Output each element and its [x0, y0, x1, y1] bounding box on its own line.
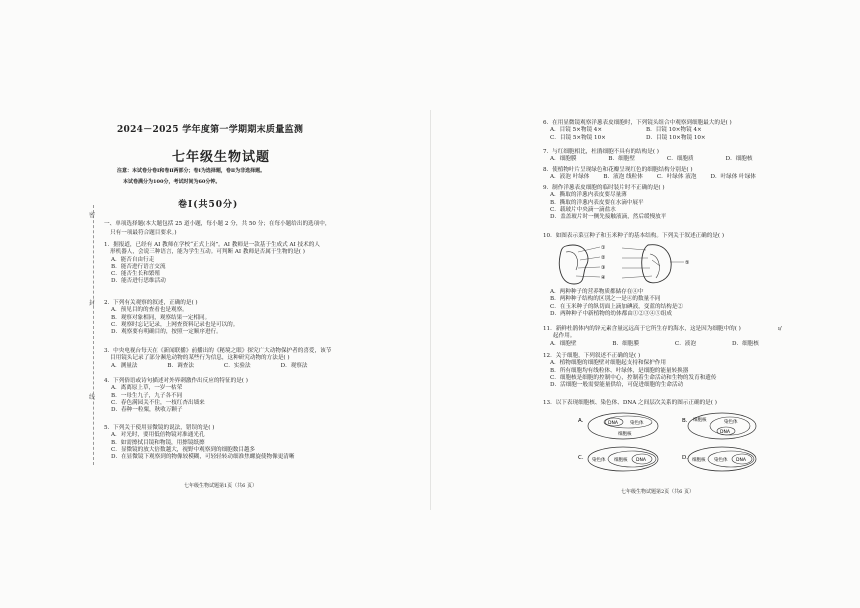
option-c: C．叶绿体 液泡: [656, 174, 697, 181]
option-b: B．能否进行语言交流: [111, 263, 166, 270]
q13-c-nucleus: 细胞核: [614, 458, 628, 463]
note-line-2: 本试卷满分为100分，考试时间为60分钟。: [123, 179, 221, 185]
side-mark: ı/: [778, 326, 782, 332]
leader-line: [580, 257, 600, 260]
q13-b-chromosome: 染色体: [724, 420, 738, 425]
question-8: [543, 167, 756, 182]
leader-line: [576, 276, 600, 277]
options-row: [543, 156, 752, 163]
option-d: D．观察法: [280, 362, 308, 369]
note-line-1: 注意：本试卷分卷Ⅰ和卷Ⅱ两部分；卷Ⅰ为选择题，卷Ⅱ为非选择题。: [117, 168, 266, 174]
leader-line: [622, 276, 652, 278]
q13-a-chromosome: 染色体: [630, 421, 644, 426]
section-instruction-2: 只有一项最符合题目要求。): [110, 230, 177, 236]
option-b: B．液泡 线粒体: [603, 174, 643, 181]
option-b: B．两种种子结构的区别之一是④的数量不同: [550, 296, 661, 303]
question-7: [543, 149, 752, 164]
leader-line: [578, 247, 600, 252]
option-c: C．目镜 5×物镜 10×: [550, 134, 606, 141]
option-a: A．植物细胞的细胞壁对细胞起支持和保护作用: [550, 360, 666, 367]
question-stem: 5．下列关于使用显微镜的说法，错误的是( ): [104, 425, 215, 431]
option-d: D．观察要有明确目的，按照一定顺序进行。: [111, 329, 222, 336]
option-c: C．液泡: [674, 340, 696, 347]
page-footer-left: 七年级生物试题第1页（共6 页）: [184, 483, 257, 489]
option-a: A．对光时，要用低倍物镜对准通光孔: [111, 432, 205, 439]
option-d: D．目镜 10×物镜 10×: [646, 134, 706, 141]
option-a: A．能否自由行走: [111, 256, 155, 263]
q13-b-dna: DNA: [720, 430, 730, 435]
option-d: D．活细胞一般需要能量供给，可促进细胞的生命活动: [550, 382, 684, 389]
question-2: [104, 300, 238, 336]
seed-structure-figure: [556, 242, 706, 286]
option-a: A．预见目的的查看也是观察。: [111, 307, 188, 314]
margin-label-feng: 封: [89, 300, 96, 307]
option-a: A．离离原上草，一岁一枯荣: [111, 385, 183, 392]
option-d: D．盖盖玻片时一侧先接触液滴，然后缓慢放平: [550, 214, 667, 221]
question-3: [104, 348, 331, 370]
q13-c-dna: DNA: [636, 458, 646, 463]
option-d: D．叶绿体 叶绿体: [710, 174, 756, 181]
option-a: A．目镜 5×物镜 4×: [550, 127, 603, 134]
option-c: C．实验法: [223, 362, 251, 369]
question-stem: 8．使植物叶片呈现绿色和花瓣呈现红色的细胞结构分别是( ): [543, 167, 693, 173]
q13-letter-b: B．: [682, 418, 692, 424]
q13-letter-c: C．: [578, 455, 588, 461]
option-a: A．细胞壁: [550, 340, 577, 347]
q13-d-chromosome: 染色体: [714, 458, 728, 463]
q13-c-chromosome: 染色体: [592, 458, 606, 463]
corn-embryo-line: [650, 254, 659, 278]
outer-ellipse: [688, 413, 756, 439]
question-stem: 11．新鲜杜鹃体内的锌元素含量远远高于它所生存的海水，这是因为细胞中的( ): [543, 326, 741, 332]
option-c: C．在玉米种子的纵切面上滴加碘液，变蓝的结构是②: [550, 303, 683, 310]
volume-title: 卷Ⅰ(共50分): [178, 200, 239, 210]
q13-letter-d: D．: [682, 455, 692, 461]
question-stem: 形机器人，会说三种语言，能为学生互动。可判断 AI 教师是否属于生物的是( ): [110, 249, 305, 256]
option-c: C．能否生长和繁殖: [111, 271, 161, 278]
option-b: B．一母生九子，九子各不同: [111, 392, 183, 399]
question-stem: 6．在用显微镜观察洋葱表皮细胞时，下列镜头组合中观察到细胞最大的是( ): [543, 120, 732, 126]
option-d: D．能否进行思维活动: [111, 278, 166, 285]
option-d: D．两种种子中新植物的幼体都由①②③④⑤组成: [550, 310, 672, 317]
option-b: B．观察对象相同，观察结果一定相同。: [111, 314, 211, 321]
options-row: [543, 341, 759, 348]
q13-a-nucleus: 细胞核: [618, 432, 632, 437]
option-d: D．细胞核: [731, 340, 759, 347]
margin-label-mi: 密: [89, 212, 96, 219]
option-b: B．细胞壁: [608, 156, 635, 163]
option-c: C．载玻片中央滴一滴盐水: [550, 206, 616, 213]
binding-line: [93, 205, 94, 465]
leader-line: [578, 267, 600, 268]
q13-diagrams: [578, 411, 810, 475]
option-a: A．细胞膜: [550, 156, 577, 163]
option-b: B．所有细胞均有线粒体、叶绿体，是细胞的能量转换器: [550, 367, 689, 374]
q13-option-d: [682, 447, 756, 471]
seed-label-1: ①: [601, 245, 606, 251]
question-9: [543, 185, 666, 221]
section-instruction-1: 一、单项选择题(本大题包括 25 道小题，每小题 2 分，共 50 分；在每小题给出的选项中，: [104, 221, 331, 227]
question-stem: 2．下列有关观察的叙述，正确的是( ): [104, 300, 198, 306]
question-5: [104, 425, 295, 461]
question-stem: 目用镜头记录了部分濒危动物的某些行为信息，这种研究动物的方法是( ): [110, 355, 290, 362]
question-stem: 7．与红细胞相比，杜鹃细胞不具有的结构是( ): [543, 149, 659, 155]
question-11: [543, 326, 759, 348]
options-row: [543, 127, 732, 134]
option-a: A．撕取的洋葱内表皮要尽量薄: [550, 192, 627, 199]
option-b: B．调查法: [167, 362, 194, 369]
q13-d-nucleus: 细胞核: [692, 458, 706, 463]
question-10-options: [550, 289, 683, 318]
question-stem: 4．下列俗语或诗句描述对外界刺激作出反应的特征的是( ): [104, 378, 248, 384]
question-12: [543, 353, 717, 389]
option-b: B．细胞膜: [612, 340, 639, 347]
seed-label-2: ②: [601, 255, 606, 261]
exam-year-title: 2024－2025 学年度第一学期期末质量监测: [117, 125, 304, 135]
q13-d-dna: DNA: [736, 458, 746, 463]
seed-label-5: ⑤: [685, 260, 690, 266]
bean-embryo-line: [566, 252, 578, 270]
options-row: [543, 174, 756, 181]
option-d: D．细胞核: [725, 156, 753, 163]
option-a: A．两种种子的营养物质都储存在④中: [550, 289, 644, 295]
option-c: C．细胞核是细胞的控制中心，控制着生命活动和生物的发育和遗传: [550, 374, 717, 381]
leader-line: [622, 248, 646, 250]
question-stem: 12．关于细胞，下列叙述不正确的是( ): [543, 353, 641, 359]
option-b: B．如需擦拭目镜和物镜，用擦镜纸擦: [111, 439, 205, 446]
q13-option-c: [578, 447, 658, 471]
option-d: D．春种一粒粟，秋收万颗子: [111, 407, 183, 414]
option-b: B．撕取的洋葱内表皮要在水滴中展平: [550, 199, 644, 206]
page-divider: [430, 110, 431, 510]
option-c: C．显微镜的放大倍数越大，视野中观察到的细胞数目越多: [111, 446, 256, 453]
q13-b-nucleus: 细胞核: [693, 418, 707, 423]
option-c: C．春色满园关不住，一枝红杏出墙来: [111, 399, 205, 406]
question-10-stem: 10．如图表示菜豆种子和玉米种子的基本结构。下列关于叙述正确的是( ): [543, 233, 725, 239]
question-stem: 起作用。: [553, 333, 576, 340]
question-4: [104, 378, 248, 414]
options-row: [543, 135, 732, 142]
q13-option-b: [682, 413, 756, 439]
q13-a-dna: DNA: [608, 421, 618, 426]
margin-label-xian: 线: [89, 394, 96, 401]
question-6: [543, 120, 732, 142]
q13-letter-a: A．: [578, 418, 588, 424]
subject-title: 七年级生物试题: [172, 150, 271, 165]
seed-label-4: ④: [601, 275, 606, 281]
options-row: [104, 363, 331, 370]
option-d: D．在显微镜下观察到的物像较模糊，可轻轻转动细准焦螺旋使物像更清晰: [111, 454, 295, 461]
question-stem: 3．中央电视台每天在《新闻联播》前播出的《秘境之眼》探究广大动物保护者的喜爱，该节: [104, 348, 332, 354]
option-a: A．测量法: [111, 362, 138, 369]
option-a: A．液泡 叶绿体: [550, 174, 590, 181]
question-stem: 1．据报道，已经有 AI 教师在学校“正式上岗”。AI 教师是一款基于生成式 AI 技术的人: [104, 242, 320, 248]
option-b: B．目镜 10×物镜 4×: [646, 127, 702, 134]
q13-option-a: [578, 413, 658, 439]
seed-label-3: ③: [601, 265, 606, 271]
question-stem: 9．制作洋葱表皮细胞的临时装片时不正确的是( ): [543, 185, 665, 191]
question-1: [104, 242, 320, 286]
option-c: C．观察时忘记记录，上网查资料记录也是可以的。: [111, 321, 239, 328]
page-footer-right: 七年级生物试题第2页（共6 页）: [621, 489, 694, 495]
option-c: C．细胞质: [666, 156, 694, 163]
question-13-stem: 13．以下表现细胞核、染色体、DNA 之间层次关系的图示正确的是( ): [543, 400, 717, 406]
